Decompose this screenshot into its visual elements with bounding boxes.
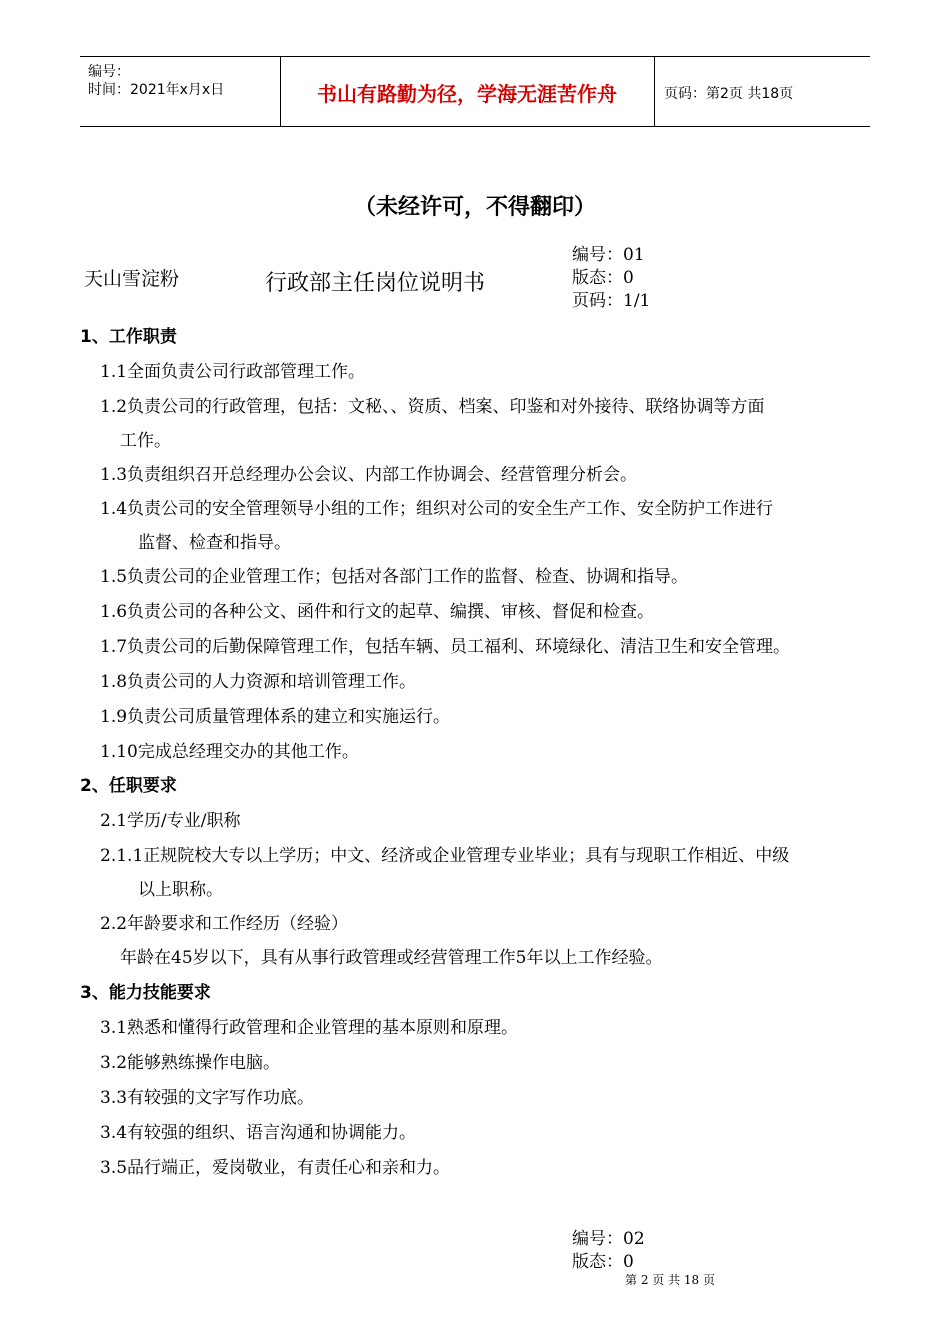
list-item: 3.3有较强的文字写作功底。 bbox=[100, 1088, 315, 1108]
doc-version: 版态：0 bbox=[572, 268, 634, 288]
page-footer: 第 2 页 共 18 页 bbox=[625, 1273, 715, 1287]
section-title: 2、任职要求 bbox=[80, 776, 177, 796]
list-item: 3.5品行端正，爱岗敬业，有责任心和亲和力。 bbox=[100, 1158, 451, 1178]
list-item: 2.1.1正规院校大专以上学历；中文、经济或企业管理专业毕业；具有与现职工作相近、中级 bbox=[100, 846, 790, 866]
list-item: 1.7负责公司的后勤保障管理工作，包括车辆、员工福利、环境绿化、清洁卫生和安全管理。 bbox=[100, 637, 791, 657]
list-item-continuation: 工作。 bbox=[120, 431, 171, 451]
document-title: 行政部主任岗位说明书 bbox=[265, 271, 486, 296]
list-item: 2.2年龄要求和工作经历（经验） bbox=[100, 914, 349, 934]
section-title: 3、能力技能要求 bbox=[80, 983, 211, 1003]
page-header bbox=[80, 56, 870, 127]
header-motto: 书山有路勤为径，学海无涯苦作舟 bbox=[317, 82, 617, 106]
header-time-label: 时间：2021年x月x日 bbox=[88, 82, 225, 98]
list-item: 1.3负责组织召开总经理办公会议、内部工作协调会、经营管理分析会。 bbox=[100, 465, 638, 485]
paragraph: 年龄在45岁以下，具有从事行政管理或经营管理工作5年以上工作经验。 bbox=[120, 948, 663, 968]
list-item: 3.4有较强的组织、语言沟通和协调能力。 bbox=[100, 1123, 417, 1143]
list-item-continuation: 监督、检查和指导。 bbox=[138, 533, 291, 553]
list-item: 3.1熟悉和懂得行政管理和企业管理的基本原则和原理。 bbox=[100, 1018, 519, 1038]
header-page-label: 页码：第2页 共18页 bbox=[664, 86, 794, 102]
list-item: 1.10完成总经理交办的其他工作。 bbox=[100, 742, 359, 762]
list-item: 2.1学历/专业/职称 bbox=[100, 811, 241, 831]
list-item: 1.8负责公司的人力资源和培训管理工作。 bbox=[100, 672, 417, 692]
company-name: 天山雪淀粉 bbox=[84, 268, 180, 290]
next-doc-version: 版态：0 bbox=[572, 1252, 634, 1272]
list-item: 1.4负责公司的安全管理领导小组的工作；组织对公司的安全生产工作、安全防护工作进行 bbox=[100, 499, 774, 519]
doc-page: 页码：1/1 bbox=[572, 291, 651, 311]
copy-notice: （未经许可，不得翻印） bbox=[353, 195, 596, 220]
list-item-continuation: 以上职称。 bbox=[138, 880, 223, 900]
header-number-label: 编号： bbox=[88, 64, 130, 80]
list-item: 1.2负责公司的行政管理，包括：文秘、、资质、档案、印鉴和对外接待、联络协调等方面 bbox=[100, 397, 765, 417]
header-divider bbox=[654, 57, 655, 126]
list-item: 1.9负责公司质量管理体系的建立和实施运行。 bbox=[100, 707, 451, 727]
doc-number: 编号：01 bbox=[572, 245, 645, 265]
list-item: 3.2能够熟练操作电脑。 bbox=[100, 1053, 281, 1073]
section-title: 1、工作职责 bbox=[80, 327, 177, 347]
list-item: 1.5负责公司的企业管理工作；包括对各部门工作的监督、检查、协调和指导。 bbox=[100, 567, 689, 587]
list-item: 1.1全面负责公司行政部管理工作。 bbox=[100, 362, 366, 382]
next-doc-number: 编号：02 bbox=[572, 1229, 645, 1249]
list-item: 1.6负责公司的各种公文、函件和行文的起草、编撰、审核、督促和检查。 bbox=[100, 602, 655, 622]
